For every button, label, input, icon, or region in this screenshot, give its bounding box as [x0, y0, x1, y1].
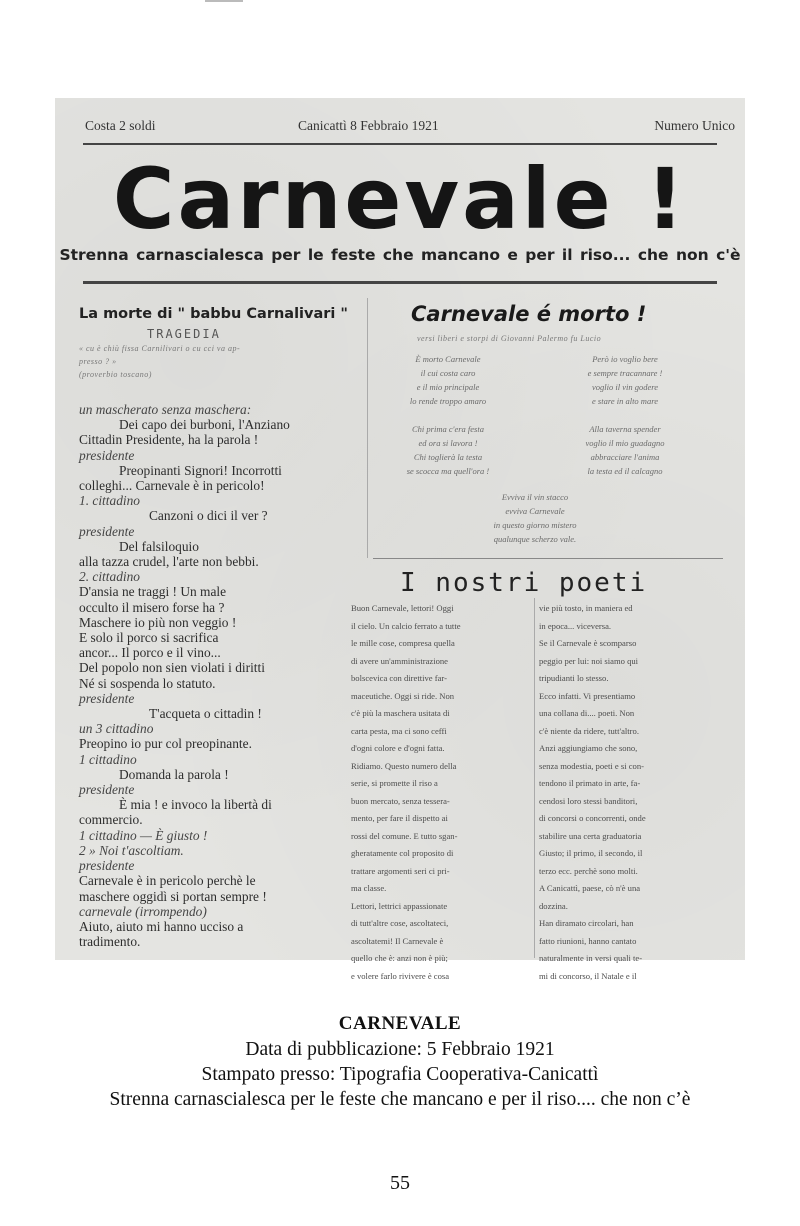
prose-line: trattare argomenti seri ci pri-	[351, 865, 450, 876]
tragedy-line: E solo il porco si sacrifica	[79, 630, 219, 646]
caption-printer: Stampato presso: Tipografia Cooperativa-Canicattì	[201, 1064, 599, 1085]
tragedy-line: Preopinanti Signori! Incorrotti	[119, 462, 282, 478]
poem-byline: versi liberi e storpi di Giovanni Palermo fu Lucio	[417, 334, 602, 343]
tragedy-line: È mia ! e invoco la libertà di	[119, 797, 272, 813]
tragedy-line: commercio.	[79, 812, 143, 828]
tragedy-line: un 3 cittadino	[79, 721, 154, 737]
poem-line: qualunque scherzo vale.	[493, 534, 577, 544]
prose-line: Han diramato circolari, han	[539, 918, 634, 928]
poem-line: abbracciare l'anima	[590, 452, 660, 462]
prose-line: A Canicattì, paese, cò n'è una	[539, 883, 641, 893]
tragedy-line: 1 cittadino	[79, 751, 137, 767]
page-number: 55	[390, 1172, 410, 1194]
prose-line: cendosi loro stessi banditori,	[539, 795, 638, 806]
prose-line: Ridiamo. Questo numero della	[351, 760, 457, 771]
prose-line: bolscevica con direttive far-	[351, 673, 447, 683]
tragedy-line: maschere oggidì si portan sempre !	[79, 888, 267, 904]
tragedy-line: presidente	[79, 782, 135, 798]
prose-line: serie, si promette il riso a	[351, 778, 438, 788]
newspaper-subtitle: Strenna carnascialesca per le feste che mancano e per il riso... che non c'è	[59, 246, 741, 264]
tragedia-heading: TRAGEDIA	[147, 327, 221, 341]
tragedy-line: Dei capo dei burboni, l'Anziano	[119, 417, 290, 433]
masthead-rule	[83, 143, 717, 145]
tragedy-line: Canzoni o dici il ver ?	[149, 508, 268, 524]
prose-line: terzo ecc. perchè sono molti.	[539, 865, 638, 876]
poem-closing-stanza	[445, 490, 625, 546]
poem-line: lo rende troppo amaro	[409, 396, 487, 406]
tragedy-line: Aiuto, aiuto mi hanno ucciso a	[79, 918, 244, 934]
poem-line	[373, 408, 523, 422]
poem-line: e il mio principale	[416, 382, 480, 392]
prose-line: fatto riunioni, hanno cantato	[539, 935, 637, 946]
prose-line: dozzina.	[539, 900, 568, 911]
tragedy-line: colleghi... Carnevale è in pericolo!	[79, 478, 265, 494]
poem-line: se scocca ma quell'ora !	[406, 466, 490, 476]
poem-line: evviva Carnevale	[505, 506, 565, 516]
prose-line: vie più tosto, in maniera ed	[539, 603, 633, 613]
section-rule	[373, 558, 723, 559]
tragedy-line: ancor... Il porco e il vino...	[79, 645, 221, 661]
prose-line: buon mercato, senza tessera-	[351, 795, 450, 806]
newspaper-title: Carnevale !	[112, 150, 688, 248]
prose-line: c'è più la maschera usitata di	[351, 708, 450, 718]
poem-line: Chi prima c'era festa	[412, 424, 484, 434]
prose-line: in epoca... viceversa.	[539, 620, 612, 631]
top-edge-mark	[205, 0, 243, 2]
tragedy-line: Carnevale è in pericolo perchè le	[79, 873, 256, 889]
prose-line: Anzi aggiungiamo che sono,	[539, 743, 638, 753]
tragedy-line: presidente	[79, 858, 135, 874]
prose-line: di concorsi o concorrenti, onde	[539, 813, 646, 823]
tragedy-line: occulto il misero forse ha ?	[79, 599, 225, 615]
prose-line: peggio per lui: noi siamo qui	[539, 655, 639, 666]
tragedy-line: un mascherato senza maschera:	[79, 402, 252, 417]
caption-title: CARNEVALE	[338, 1013, 462, 1034]
tragedy-line: T'acqueta o cittadin !	[149, 706, 262, 722]
tragedy-line: 2. cittadino	[79, 569, 140, 585]
prose-line: stabilire una certa graduatoria	[539, 830, 642, 841]
title-rule	[83, 281, 717, 284]
intro-line-2: presso ? »	[79, 357, 117, 366]
tragedy-line: 2 » Noi t'ascoltiam.	[79, 842, 184, 858]
tragedy-line: Né si sospenda lo statuto.	[79, 675, 216, 691]
prose-line: naturalmente in versi quali te-	[539, 953, 643, 963]
prose-line: Lettori, lettrici appassionate	[351, 900, 448, 911]
tragedy-line: carnevale (irrompendo)	[79, 903, 207, 919]
poem-line	[545, 408, 705, 422]
poem-line: È morto Carnevale	[415, 354, 481, 364]
prose-line: Ecco infatti. Vi presentiamo	[539, 690, 636, 701]
edition-label: Numero Unico	[654, 118, 735, 133]
tragedy-line: tradimento.	[79, 934, 141, 950]
tragedy-line: Domanda la parola !	[119, 766, 229, 782]
tragedy-line: presidente	[79, 690, 135, 706]
prose-line: rossi del comune. E tutto sgan-	[351, 830, 458, 841]
prose-line: gheratamente col proposito di	[351, 848, 454, 858]
tragedy-line: D'ansia ne traggi ! Un male	[79, 584, 227, 600]
prose-left-column	[351, 600, 531, 985]
caption-publication-date: Data di pubblicazione: 5 Febbraio 1921	[245, 1039, 555, 1060]
tragedy-line: alla tazza crudel, l'arte non bebbi.	[79, 554, 259, 570]
poem-title: Carnevale é morto !	[411, 302, 647, 326]
poem-line: la testa ed il calcagno	[587, 466, 663, 476]
prose-line: Buon Carnevale, lettori! Oggi	[351, 603, 454, 613]
prose-line: una collana di.... poeti. Non	[539, 708, 635, 718]
prose-line: senza modestia, poeti e si con-	[539, 760, 645, 771]
tragedy-line: 1 cittadino — È giusto !	[79, 827, 208, 843]
poem-line: Però io voglio bere	[592, 354, 658, 364]
newspaper-scan	[55, 98, 745, 981]
intro-line-1: « cu è chiù fissa Carnilivari o cu cci va ap-	[79, 344, 241, 353]
tragedy-line: 1. cittadino	[79, 493, 140, 509]
prose-line: e volere farlo rivivere è cosa	[351, 970, 450, 981]
prose-line: le mille cose, compresa quella	[351, 638, 455, 648]
tragedy-line: Preopino io pur col preopinante.	[79, 736, 252, 752]
prose-line: maceutiche. Oggi si ride. Non	[351, 690, 455, 701]
prose-divider	[534, 598, 535, 958]
prose-line: mento, per fare il dispetto ai	[351, 813, 448, 823]
prose-line: carta pesta, ma ci sono ceffi	[351, 725, 447, 736]
section-title-nostri-poeti: I nostri poeti	[400, 568, 648, 598]
column-divider	[367, 298, 368, 558]
poem-line: il cui costa caro	[420, 368, 476, 378]
prose-line: di avere un'amministrazione	[351, 655, 448, 666]
poem-line: e stare in alto mare	[592, 396, 658, 406]
prose-line: mi di concorso, il Natale e il	[539, 970, 637, 981]
poem-line: voglio il mio guadagno	[585, 438, 665, 448]
poem-left-stanzas	[373, 352, 523, 478]
poem-line: e sempre tracannare !	[587, 368, 663, 378]
tragedy-line: presidente	[79, 523, 135, 539]
prose-line: d'ogni colore e d'ogni fatta.	[351, 743, 445, 753]
prose-line: ma classe.	[351, 883, 387, 893]
prose-line: tripudianti lo stesso.	[539, 673, 609, 683]
prose-line: di tutt'altre cose, ascoltateci,	[351, 918, 449, 928]
prose-line: Se il Carnevale è scomparso	[539, 638, 637, 648]
tragedy-line: Del popolo non sien violati i diritti	[79, 660, 265, 676]
left-column-heading: La morte di " babbu Carnalivari "	[79, 306, 348, 322]
intro-line-3: (proverbio toscano)	[79, 370, 152, 379]
prose-line: ascoltatemi! Il Carnevale è	[351, 935, 444, 946]
prose-line: il cielo. Un calcio ferrato a tutte	[351, 620, 461, 631]
prose-right-column	[539, 600, 721, 985]
poem-line: voglio il vin godere	[591, 382, 659, 392]
prose-line: tendono il primato in arte, fa-	[539, 778, 641, 788]
price-label: Costa 2 soldi	[85, 118, 156, 133]
tragedy-line: presidente	[79, 447, 135, 463]
prose-line: c'è niente da ridere, tutt'altro.	[539, 725, 639, 736]
tragedy-line: Cittadin Presidente, ha la parola !	[79, 432, 259, 448]
caption-description: Strenna carnascialesca per le feste che mancano e per il riso.... che non c’è	[109, 1089, 691, 1110]
place-date: Canicattì 8 Febbraio 1921	[298, 118, 439, 133]
poem-line: Alla taverna spender	[589, 424, 661, 434]
tragedy-text	[79, 402, 349, 949]
poem-line: ed ora si lavora !	[418, 438, 478, 448]
poem-line: in questo giorno mistero	[493, 520, 577, 530]
tragedy-line: Del falsiloquio	[119, 538, 199, 554]
prose-line: quello che è: anzi non è più;	[351, 953, 448, 963]
poem-line: Chi toglierà la testa	[413, 452, 483, 462]
poem-line: Evviva il vin stacco	[501, 492, 569, 502]
prose-line: Giusto; il primo, il secondo, il	[539, 848, 643, 858]
tragedy-line: Maschere io più non veggio !	[79, 614, 237, 630]
poem-right-stanzas	[545, 352, 705, 478]
